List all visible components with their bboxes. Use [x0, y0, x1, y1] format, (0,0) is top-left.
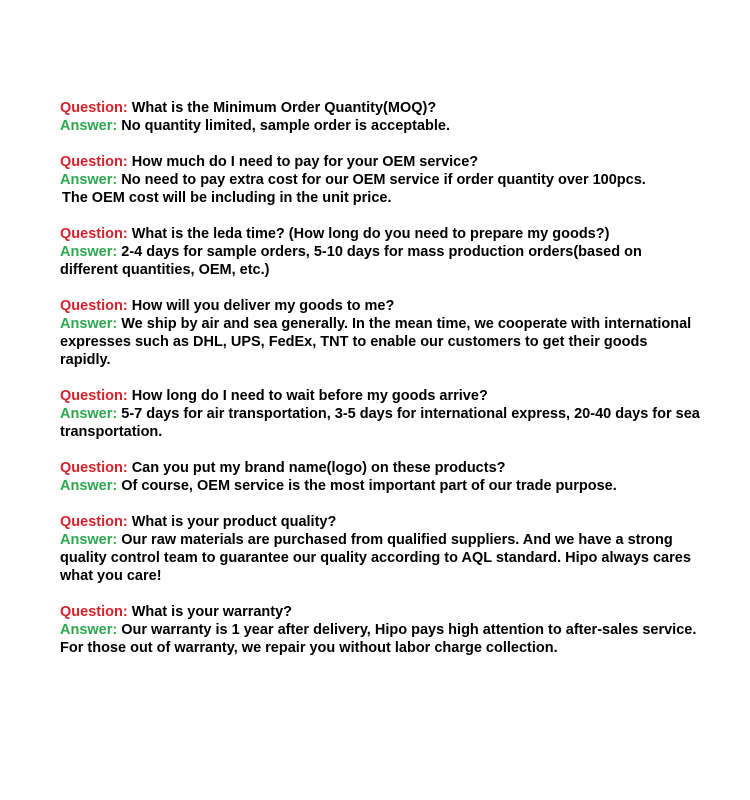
question-text: How will you deliver my goods to me? [131, 298, 395, 314]
question-line [60, 297, 700, 315]
question-line [60, 459, 700, 477]
answer-text: 5-7 days for air transportation, 3-5 days for international express, 20-40 days for sea transportation. [60, 406, 700, 440]
faq-item [60, 99, 700, 135]
question-label: Question: [60, 154, 128, 170]
answer-line [60, 621, 700, 657]
question-text: What is the Minimum Order Quantity(MOQ)? [131, 100, 437, 116]
question-label: Question: [60, 226, 128, 242]
question-line [60, 513, 700, 531]
faq-list [60, 99, 700, 675]
answer-label: Answer: [60, 622, 118, 638]
question-label: Question: [60, 514, 128, 530]
answer-text: We ship by air and sea generally. In the mean time, we cooperate with international expresses such as DHL, UPS, FedEx, TNT to enable our customers to get their goods rapidly. [60, 316, 692, 368]
answer-label: Answer: [60, 532, 118, 548]
question-label: Question: [60, 388, 128, 404]
answer-line [60, 243, 700, 279]
answer-text: Of course, OEM service is the most important part of our trade purpose. [121, 478, 617, 494]
answer-line [60, 477, 700, 495]
answer-label: Answer: [60, 244, 118, 260]
question-text: What is your warranty? [131, 604, 293, 620]
question-text: How much do I need to pay for your OEM service? [131, 154, 479, 170]
faq-item [60, 297, 700, 369]
answer-label: Answer: [60, 478, 118, 494]
question-label: Question: [60, 460, 128, 476]
answer-text: No need to pay extra cost for our OEM service if order quantity over 100pcs. [121, 172, 646, 188]
question-label: Question: [60, 100, 128, 116]
answer-continuation: The OEM cost will be including in the unit price. [62, 190, 392, 206]
answer-label: Answer: [60, 406, 118, 422]
answer-text: No quantity limited, sample order is acceptable. [121, 118, 451, 134]
question-line [60, 153, 700, 171]
answer-label: Answer: [60, 316, 118, 332]
question-label: Question: [60, 298, 128, 314]
faq-item [60, 153, 700, 207]
answer-line [60, 117, 700, 135]
faq-item [60, 513, 700, 585]
question-label: Question: [60, 604, 128, 620]
question-line [60, 99, 700, 117]
question-line [60, 387, 700, 405]
answer-line [60, 531, 700, 585]
answer-text: Our raw materials are purchased from qualified suppliers. And we have a strong quality control team to guarantee our quality according to AQL standard. Hipo always cares what you care! [60, 532, 691, 584]
question-text: What is your product quality? [131, 514, 337, 530]
faq-item [60, 225, 700, 279]
question-text: What is the leda time? (How long do you need to prepare my goods?) [131, 226, 610, 242]
question-line [60, 603, 700, 621]
question-line [60, 225, 700, 243]
faq-item [60, 459, 700, 495]
answer-line [60, 171, 700, 189]
faq-item [60, 387, 700, 441]
answer-text: 2-4 days for sample orders, 5-10 days for mass production orders(based on different quantities, OEM, etc.) [60, 244, 642, 278]
answer-line [60, 315, 700, 369]
question-text: Can you put my brand name(logo) on these products? [131, 460, 506, 476]
answer-text: Our warranty is 1 year after delivery, Hipo pays high attention to after-sales service. For those out of warranty, we repair you without labor charge collection. [60, 622, 697, 656]
answer-line [60, 405, 700, 441]
faq-item [60, 603, 700, 657]
question-text: How long do I need to wait before my goods arrive? [131, 388, 488, 404]
answer-label: Answer: [60, 118, 118, 134]
answer-label: Answer: [60, 172, 118, 188]
